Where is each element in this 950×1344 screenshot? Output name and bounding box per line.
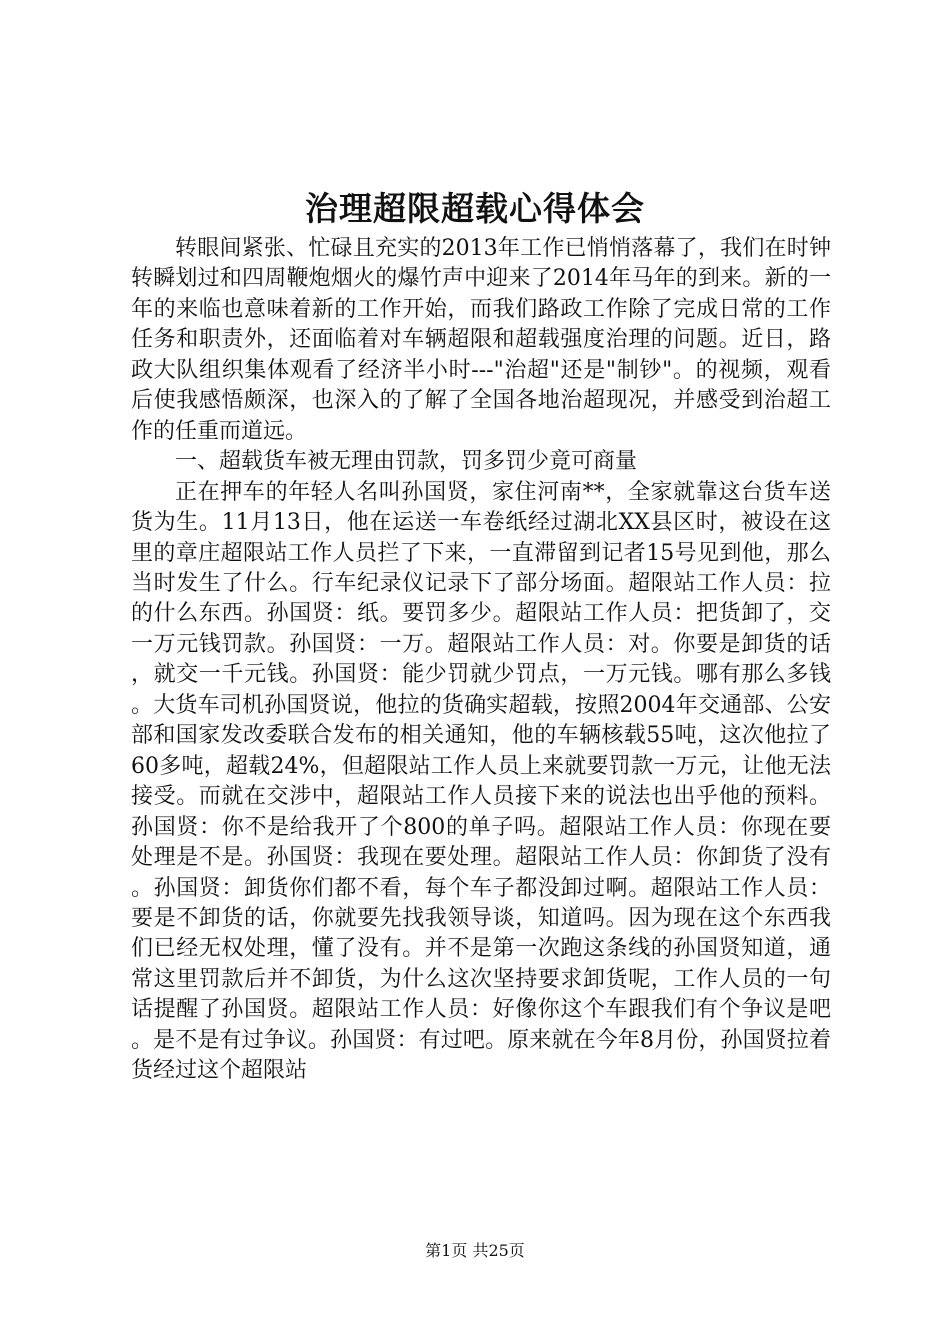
document-title: 治理超限超载心得体会 <box>305 189 645 228</box>
page-footer: 第1页 共25页 <box>425 1241 525 1260</box>
section-heading-1: 一、超载货车被无理由罚款，罚多罚少竟可商量 <box>175 449 638 475</box>
paragraph-case-story: 正在押车的年轻人名叫孙国贤，家住河南**，全家就靠这台货车送货为生。11月13日，他在运送一车卷纸经过湖北XX县区时，被设在这里的章庄超限站工作人员拦了下来，一直滞留到记者15号见到他，那么当时发生了什么。行车纪录仪记录下了部分场面。超限站工作人员：拉的什么东西。孙国贤：纸。要罚多少。超限站工作人员：把货卸了，交一万元钱罚款。孙国贤：一万。超限站工作人员：对。你要是卸货的话，就交一千元钱。孙国贤：能少罚就少罚点，一万元钱。哪有那么多钱。大货车司机孙国贤说，他拉的货确实超载，按照2004年交通部、公安部和国家发改委联合发布的相关通知，他的车辆核载55吨，这次他拉了60多吨，超载24%，但超限站工作人员上来就要罚款一万元，让他无法接受。而就在交涉中，超限站工作人员接下来的说法也出乎他的预料。孙国贤：你不是给我开了个800的单子吗。超限站工作人员：你现在要处理是不是。孙国贤：我现在要处理。超限站工作人员：你卸货了没有。孙国贤：卸货你们都不看，每个车子都没卸过啊。超限站工作人员：要是不卸货的话，你就要先找我领导谈，知道吗。因为现在这个东西我们已经无权处理，懂了没有。并不是第一次跑这条线的孙国贤知道，通常这里罚款后并不卸货，为什么这次坚持要求卸货呢，工作人员的一句话提醒了孙国贤。超限站工作人员：好像你这个车跟我们有个争议是吧。是不是有过争议。孙国贤：有过吧。原来就在今年8月份，孙国贤拉着货经过这个超限站 <box>131 479 831 1084</box>
paragraph-intro: 转眼间紧张、忙碌且充实的2013年工作已悄悄落幕了，我们在时钟转瞬划过和四周鞭炮烟火的爆竹声中迎来了2014年马年的到来。新的一年的来临也意味着新的工作开始，而我们路政工作除了完成日常的工作任务和职责外，还面临着对车辆超限和超载强度治理的问题。近日，路政大队组织集体观看了经济半小时---"治超"还是"制钞"。的视频，观看后使我感悟颇深，也深入的了解了全国各地治超现况，并感受到治超工作的任重而道远。 <box>131 236 831 444</box>
document-body <box>131 234 831 1087</box>
